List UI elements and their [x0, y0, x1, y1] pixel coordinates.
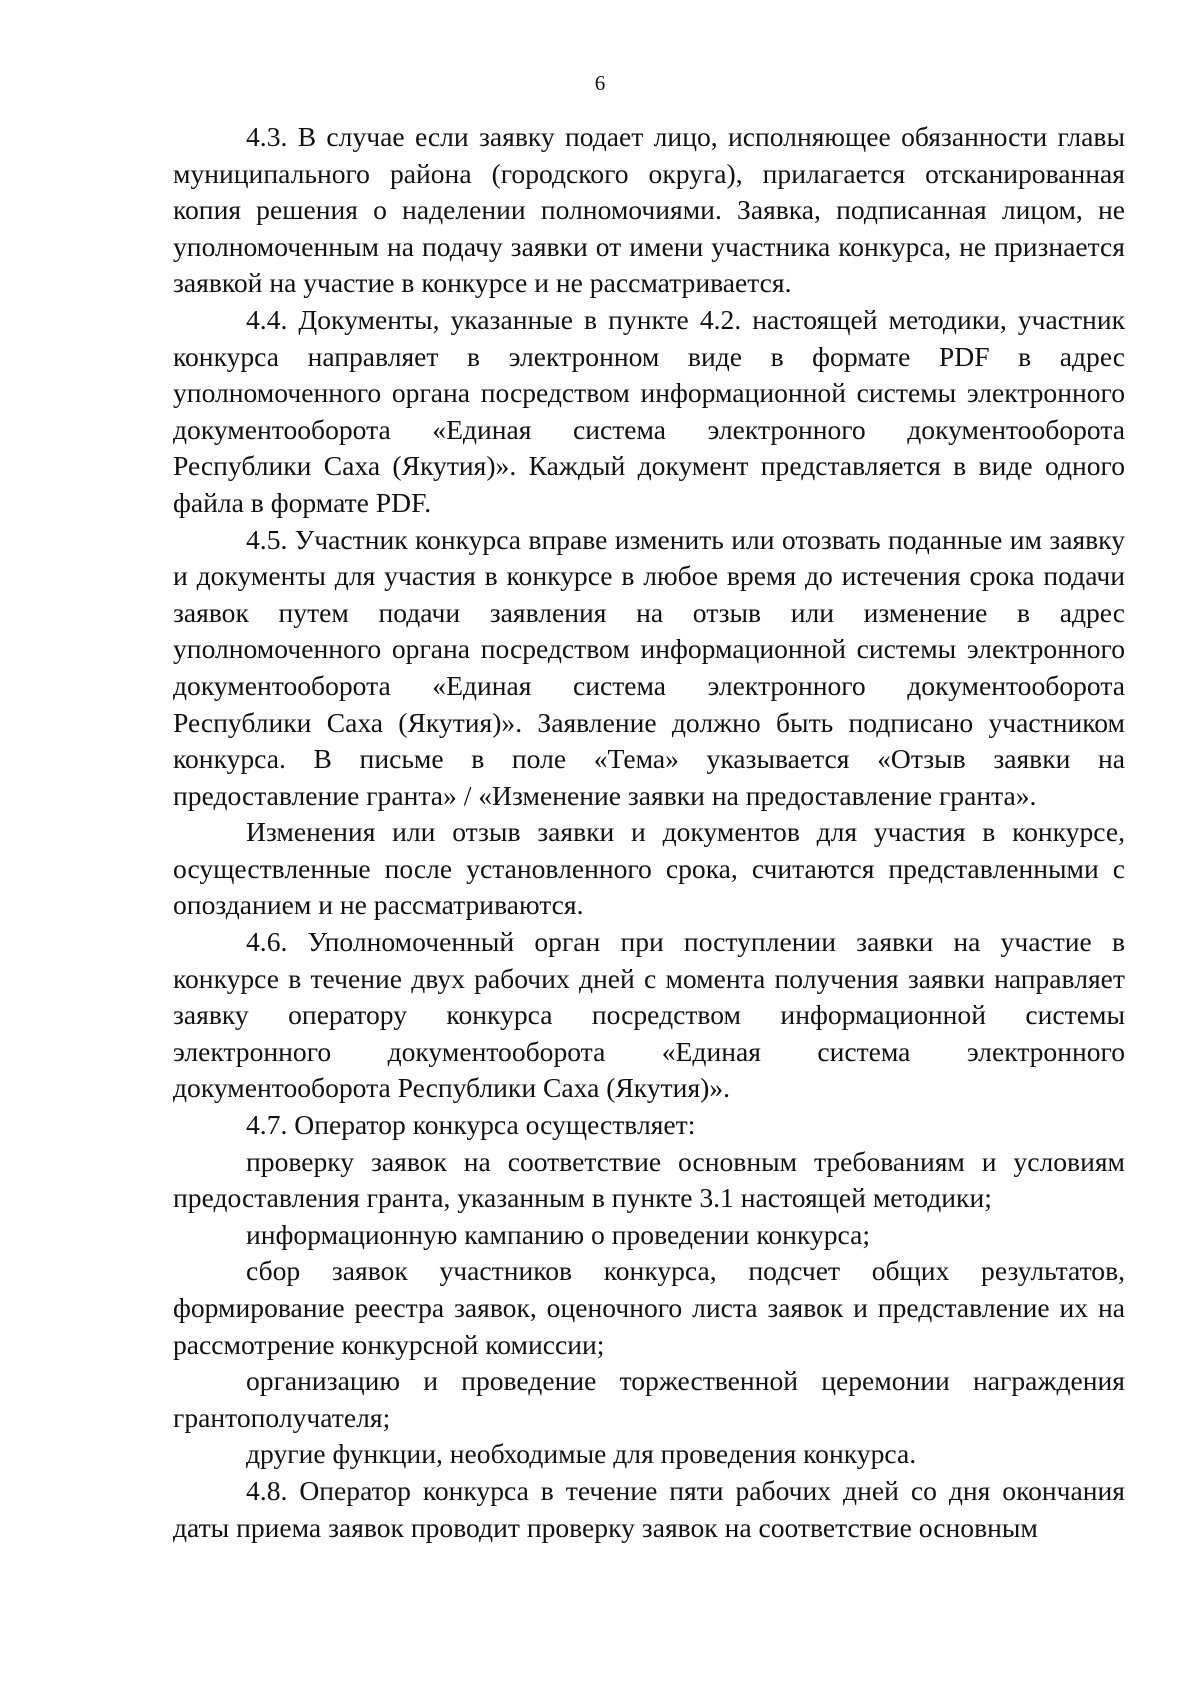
paragraph-4-7: 4.7. Оператор конкурса осуществляет:: [246, 1109, 696, 1141]
paragraph-4-7-item-ceremony: организацию и проведение торжественной церемонии награждения грантополучателя;: [173, 1365, 1125, 1433]
paragraph-4-5: 4.5. Участник конкурса вправе изменить или отозвать поданные им заявку и документы для участия в конкурсе в любое время до истечения срока подачи заявок путем подачи заявления на отзыв или изменение в адрес уполномоченного органа посредством информационной системы электронного документооборота «Единая система электронного документооборота Республики Саха (Якутия)». Заявление должно быть подписано участником конкурса. В письме в поле «Тема» указывается «Отзыв заявки на предоставление гранта» / «Изменение заявки на предоставление гранта».: [173, 523, 1125, 811]
paragraph-4-7-item-check: проверку заявок на соответствие основным требованиям и условиям предоставления гранта, указанным в пункте 3.1 настоящей методики;: [173, 1145, 1125, 1214]
page-number: 6: [594, 71, 606, 95]
paragraph-4-4: 4.4. Документы, указанные в пункте 4.2. настоящей методики, участник конкурса направляет в электронном виде в формате PDF в адрес уполномоченного органа посредством информационной системы электронного документооборота «Единая система электронного документооборота Республики Саха (Якутия)». Каждый документ представляется в виде одного файла в формате PDF.: [173, 303, 1125, 518]
paragraph-4-7-item-campaign: информационную кампанию о проведении конкурса;: [246, 1218, 871, 1250]
paragraph-4-3: 4.3. В случае если заявку подает лицо, исполняющее обязанности главы муниципального района (городского округа), прилагается отсканированная копия решения о наделении полномочиями. Заявка, подписанная лицом, не уполномоченным на подачу заявки от имени участника конкурса, не признается заявкой на участие в конкурсе и не рассматривается.: [173, 121, 1125, 299]
paragraph-4-6: 4.6. Уполномоченный орган при поступлении заявки на участие в конкурсе в течение двух рабочих дней с момента получения заявки направляет заявку оператору конкурса посредством информационной системы электронного документооборота «Единая система электронного документооборота Республики Саха (Якутия)».: [173, 926, 1125, 1104]
paragraph-4-5-changes: Изменения или отзыв заявки и документов для участия в конкурсе, осуществленные после установленного срока, считаются представленными с опозданием и не рассматриваются.: [173, 816, 1125, 921]
paragraph-4-8: 4.8. Оператор конкурса в течение пяти рабочих дней со дня окончания даты приема заявок проводит проверку заявок на соответствие основным: [173, 1474, 1125, 1543]
paragraph-4-7-item-collection: сбор заявок участников конкурса, подсчет общих результатов, формирование реестра заявок, оценочного листа заявок и представление их на рассмотрение конкурсной комиссии;: [173, 1255, 1125, 1360]
document-body: [173, 119, 1125, 1546]
paragraph-4-7-item-other: другие функции, необходимые для проведения конкурса.: [246, 1438, 917, 1470]
